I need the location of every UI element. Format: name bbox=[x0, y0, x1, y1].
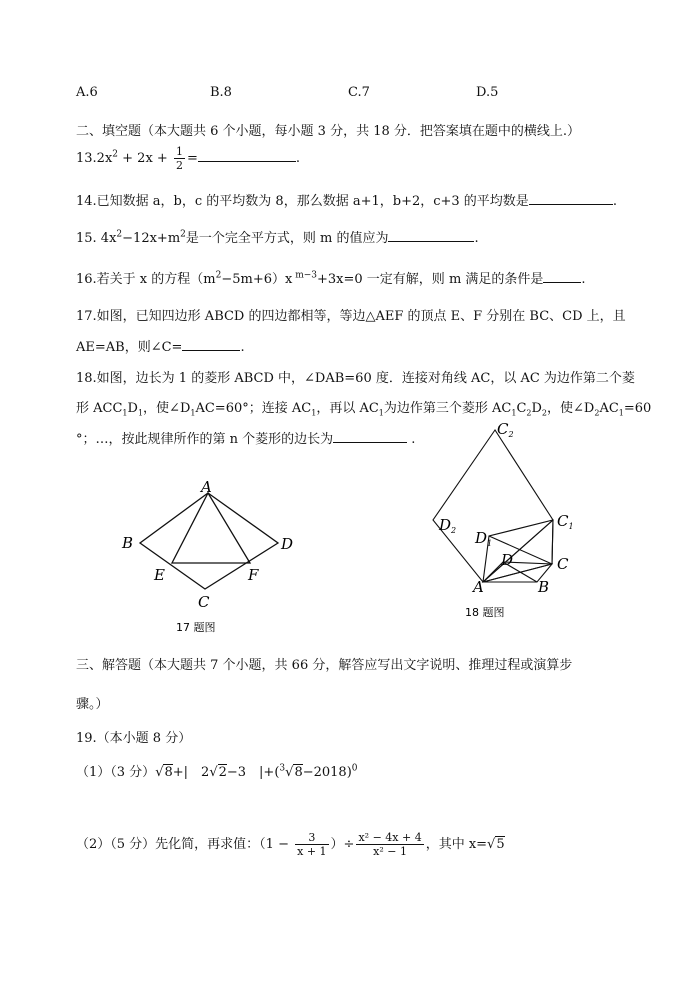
q18-l2g: C bbox=[516, 401, 527, 416]
fig18-label-c1 bbox=[557, 512, 574, 531]
fig18-d2-main: D bbox=[439, 516, 452, 534]
figure-17 bbox=[110, 475, 310, 640]
fig17-label-f: F bbox=[248, 566, 259, 584]
q19-p2-f2-den: x² − 1 bbox=[373, 845, 407, 858]
q17-line1: 17.如图，已知四边形 ABCD 的四边都相等，等边△AEF 的顶点 E、F 分别在 BC、CD 上，且 bbox=[76, 309, 626, 324]
q18-l2e: ，再以 AC bbox=[316, 401, 379, 416]
q18-l2k: =60 bbox=[623, 401, 652, 416]
q16-pre: 16.若关于 x 的方程（m bbox=[76, 272, 216, 287]
q13-num: 1 bbox=[175, 145, 183, 158]
q15-pre: 15. 4x bbox=[76, 231, 117, 246]
q19-part1: （1）（3 分）√8+| 2√2−3 $|+(^3√8-2018)^0$ bbox=[76, 763, 358, 780]
q16-mid: −5m+6）x bbox=[221, 272, 293, 287]
q18-s8: 2 bbox=[541, 408, 548, 418]
section3-line2: 骤。） bbox=[76, 697, 109, 712]
q18-line3-text: °；…，按此规律所作的第 n 个菱形的边长为 bbox=[76, 432, 334, 447]
question-14 bbox=[76, 190, 617, 209]
fig18-d2-sub: 2 bbox=[451, 526, 457, 535]
q18-l2j: AC bbox=[599, 401, 619, 416]
fig18-label-b: B bbox=[538, 578, 550, 596]
q16-answer-blank[interactable] bbox=[543, 270, 581, 283]
q18-s6: 1 bbox=[511, 408, 517, 418]
q18-l2f: 为边作第三个菱形 AC bbox=[383, 401, 512, 416]
q16-e1: 2 bbox=[215, 270, 222, 281]
q13-eq: = bbox=[186, 151, 198, 166]
fig17-label-a: A bbox=[201, 478, 212, 496]
q19-p1-exp: 0 bbox=[351, 763, 358, 774]
q19-p2-f1-den: x + 1 bbox=[297, 845, 327, 858]
fig18-label-d1 bbox=[474, 529, 492, 548]
q19-part2: （2）（5 分）先化简，再求值：（1 − $\frac{3}{x + 1}$ ）÷ $\frac{\text{x² − 4x + 4}}{\text{x² − 1}}$ ，其中 x=√5 bbox=[76, 831, 505, 858]
q18-l2i: ，使∠D bbox=[547, 401, 595, 416]
q19-p2-frac1 bbox=[295, 832, 328, 857]
q18-s3: 1 bbox=[190, 408, 196, 418]
q17-line2-text: AE=AB，则∠C= bbox=[76, 340, 183, 355]
fig17-triangle-aef bbox=[172, 493, 250, 563]
q19-p1-mid: +| 2 bbox=[172, 765, 210, 780]
q18-s7: 2 bbox=[526, 408, 532, 418]
q16-text: +3x=0 一定有解，则 m 满足的条件是 bbox=[317, 272, 544, 287]
q18-l2h: D bbox=[531, 401, 542, 416]
option-b: B.8 bbox=[210, 85, 232, 100]
q13-fraction bbox=[174, 146, 185, 171]
option-d: D.5 bbox=[476, 85, 499, 100]
q18-line1: 18.如图，边长为 1 的菱形 ABCD 中，∠DAB=60 度．连接对角线 AC，以 AC 为边作第二个菱 bbox=[76, 371, 635, 386]
fig18-label-d: D bbox=[501, 551, 514, 569]
q18-s1: 1 bbox=[122, 408, 128, 418]
fig17-label-c: C bbox=[198, 593, 210, 611]
option-a: A.6 bbox=[76, 85, 98, 100]
q17-end: . bbox=[240, 340, 245, 355]
q18-end: . bbox=[411, 432, 416, 447]
q19-p1-r1: 8 bbox=[164, 765, 173, 780]
fig18-rhombus-3 bbox=[433, 430, 553, 582]
fig18-diag-d1c bbox=[489, 536, 552, 564]
q19-p2-mid: ）÷ bbox=[330, 837, 355, 852]
q18-s10: 1 bbox=[618, 408, 624, 418]
q18-line3 bbox=[76, 428, 415, 447]
q16-e2: m−3 bbox=[292, 270, 318, 281]
q19-p2-frac2 bbox=[356, 832, 423, 857]
q19-p2-r: 5 bbox=[496, 837, 505, 852]
fig18-c1-main: C bbox=[557, 512, 569, 530]
q19-p1-r3: 8 bbox=[294, 765, 303, 780]
fig18-label-c: C bbox=[557, 555, 569, 573]
fig18-edge-cc1 bbox=[552, 520, 553, 564]
fig18-c1-sub: 1 bbox=[568, 522, 574, 531]
q17-line2 bbox=[76, 336, 245, 355]
q13-prefix: 13.2x bbox=[76, 151, 113, 166]
fig17-caption: 17 题图 bbox=[176, 621, 216, 634]
q19-p1-mid2: −3 |+( bbox=[226, 765, 280, 780]
q19-p1-idx: 3 bbox=[279, 763, 286, 774]
q16-end: . bbox=[581, 272, 586, 287]
q15-text: 是一个完全平方式，则 m 的值应为 bbox=[185, 231, 389, 246]
fig18-d1-main: D bbox=[475, 529, 488, 547]
q14-answer-blank[interactable] bbox=[529, 192, 613, 205]
q13-answer-blank[interactable] bbox=[198, 149, 296, 162]
q18-answer-blank[interactable] bbox=[333, 430, 407, 443]
q15-e2: 2 bbox=[180, 229, 186, 240]
section2-heading: 二、填空题（本大题共 6 个小题，每小题 3 分，共 18 分．把答案填在题中的横线上.） bbox=[76, 124, 581, 139]
q17-answer-blank[interactable] bbox=[182, 338, 240, 351]
fig18-caption: 18 题图 bbox=[465, 606, 505, 619]
q18-l2b: D bbox=[127, 401, 138, 416]
q19-p2-f1-num: 3 bbox=[295, 832, 328, 845]
q13-mid: + 2x + bbox=[122, 151, 168, 166]
fig17-label-e: E bbox=[154, 566, 165, 584]
q15-end: . bbox=[474, 231, 479, 246]
q18-s9: 2 bbox=[594, 408, 600, 418]
q18-s5: 1 bbox=[378, 408, 384, 418]
fig18-c2-main: C bbox=[497, 420, 509, 438]
fig18-label-a: A bbox=[473, 578, 484, 596]
q19-p1-r2: 2 bbox=[218, 765, 227, 780]
question-13 bbox=[76, 146, 300, 171]
q18-l2d: AC=60°；连接 AC bbox=[195, 401, 312, 416]
q15-e1: 2 bbox=[116, 229, 123, 240]
q13-exp: 2 bbox=[112, 149, 119, 160]
option-c: C.7 bbox=[348, 85, 370, 100]
fig18-d1-sub: 1 bbox=[487, 539, 493, 548]
q19-p1-tail: −2018) bbox=[302, 765, 352, 780]
q19-title: 19.（本小题 8 分） bbox=[76, 731, 192, 746]
q19-p2-pre: （2）（5 分）先化简，再求值：（1 − bbox=[76, 837, 289, 852]
q18-s4: 1 bbox=[311, 408, 317, 418]
q18-l2a: 形 ACC bbox=[76, 401, 123, 416]
section3-line1: 三、解答题（本大题共 7 个小题，共 66 分，解答应写出文字说明、推理过程或演算步 bbox=[76, 658, 573, 673]
q19-p2-f2-num: x² − 4x + 4 bbox=[358, 831, 422, 844]
q13-end: . bbox=[295, 151, 300, 166]
q18-l2c: ，使∠D bbox=[143, 401, 191, 416]
figure-18 bbox=[425, 420, 595, 620]
fig18-c2-sub: 2 bbox=[508, 430, 514, 439]
q19-p2-tail: ，其中 x= bbox=[425, 837, 488, 852]
fig17-label-d: D bbox=[281, 535, 294, 553]
question-16 bbox=[76, 268, 586, 287]
fig18-label-c2 bbox=[497, 420, 514, 439]
question-15 bbox=[76, 227, 479, 246]
q15-mid: −12x+m bbox=[122, 231, 181, 246]
q15-answer-blank[interactable] bbox=[388, 229, 474, 242]
q18-line2 bbox=[76, 397, 651, 418]
fig18-label-d2 bbox=[438, 516, 456, 535]
q14-end: . bbox=[612, 194, 617, 209]
q14-text: 14.已知数据 a，b，c 的平均数为 8，那么数据 a+1，b+2，c+3 的平均数是 bbox=[76, 194, 529, 209]
fig17-label-b: B bbox=[122, 534, 134, 552]
q19-p1-pre: （1）（3 分） bbox=[76, 765, 156, 780]
q18-s2: 1 bbox=[137, 408, 144, 418]
q13-den: 2 bbox=[175, 159, 183, 172]
